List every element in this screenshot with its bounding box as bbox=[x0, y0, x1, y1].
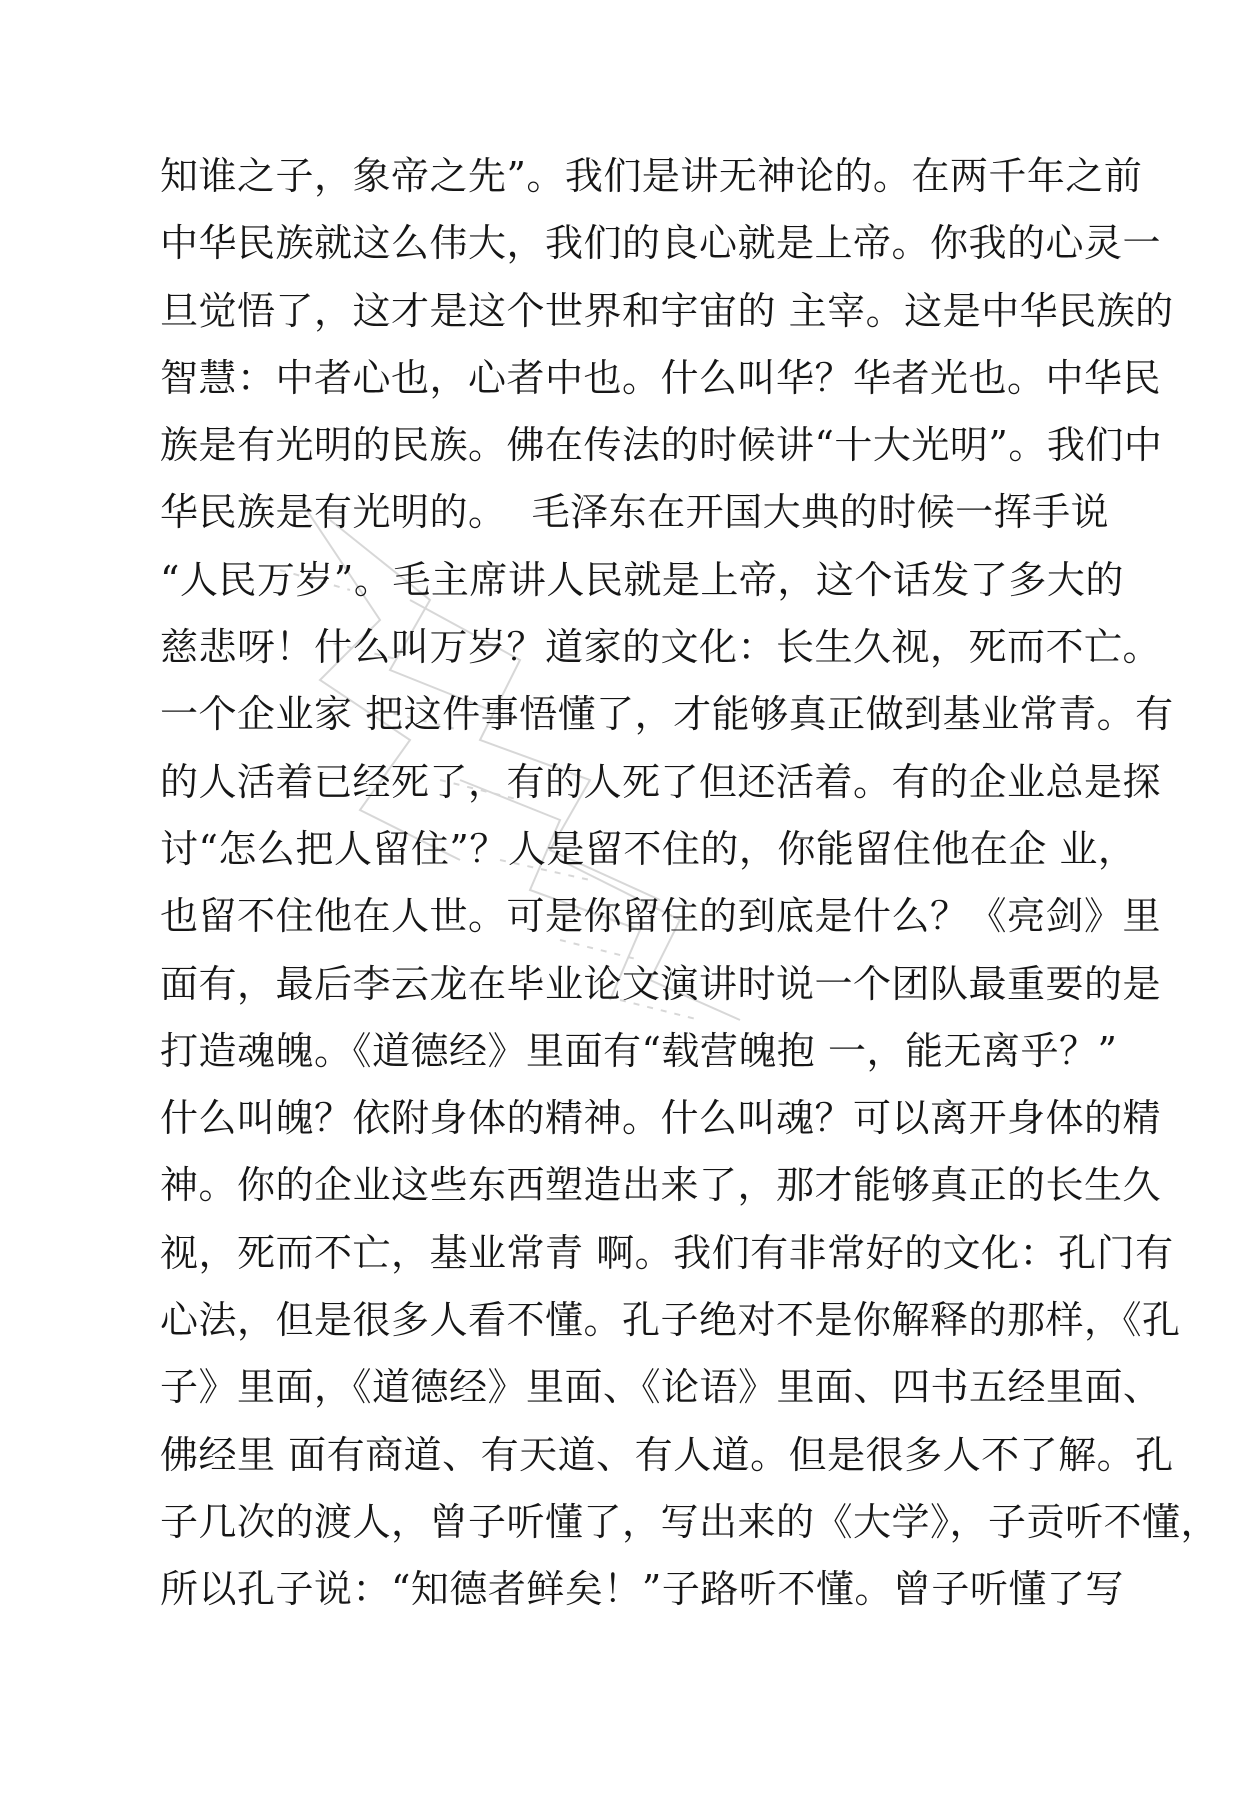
text-line: 佛经里 面有商道、有天道、有人道。但是很多人不了解。孔 bbox=[160, 1432, 1174, 1477]
text-line: “人民万岁”。毛主席讲人民就是上帝，这个话发了多大的 bbox=[160, 557, 1124, 602]
text-line: 华民族是有光明的。 毛泽东在开国大典的时候一挥手说 bbox=[160, 490, 1110, 535]
text-line: 面有，最后李云龙在毕业论文演讲时说一个团队最重要的是 bbox=[160, 961, 1162, 1006]
text-line: 也留不住他在人世。可是你留住的到底是什么？《亮剑》里 bbox=[160, 894, 1162, 939]
text-line: 子几次的渡人，曾子听懂了，写出来的《大学》，子贡听不懂， bbox=[160, 1499, 1220, 1544]
body-text bbox=[160, 143, 1220, 1624]
text-line: 子》里面，《道德经》里面、《论语》里面、四书五经里面、 bbox=[160, 1365, 1162, 1410]
text-line: 慈悲呀！什么叫万岁？道家的文化：长生久视，死而不亡。 bbox=[160, 625, 1162, 670]
text-line: 知谁之子，象帝之先”。我们是讲无神论的。在两千年之前 bbox=[160, 154, 1143, 198]
text-line: 神。你的企业这些东西塑造出来了，那才能够真正的长生久 bbox=[160, 1163, 1162, 1208]
text-line: 的人活着已经死了，有的人死了但还活着。有的企业总是探 bbox=[160, 759, 1162, 804]
text-line: 所以孔子说：“知德者鲜矣！”子路听不懂。曾子听懂了写 bbox=[160, 1567, 1124, 1612]
text-line: 什么叫魄？依附身体的精神。什么叫魂？可以离开身体的精 bbox=[160, 1096, 1162, 1141]
text-line: 心法，但是很多人看不懂。孔子绝对不是你解释的那样，《孔 bbox=[160, 1298, 1181, 1343]
text-line: 智慧：中者心也，心者中也。什么叫华？华者光也。中华民 bbox=[160, 355, 1162, 400]
text-line: 打造魂魄。《道德经》里面有“载营魄抱 一，能无离乎？” bbox=[160, 1028, 1118, 1073]
text-line: 族是有光明的民族。佛在传法的时候讲“十大光明”。我们中 bbox=[160, 423, 1163, 468]
text-line: 视，死而不亡，基业常青 啊。我们有非常好的文化：孔门有 bbox=[160, 1230, 1174, 1275]
text-line: 讨“怎么把人留住”？人是留不住的，你能留住他在企 业， bbox=[160, 826, 1137, 871]
text-line: 中华民族就这么伟大，我们的良心就是上帝。你我的心灵一 bbox=[160, 221, 1162, 266]
text-line: 旦觉悟了，这才是这个世界和宇宙的 主宰。这是中华民族的 bbox=[160, 288, 1174, 333]
text-line: 一个企业家 把这件事悟懂了，才能够真正做到基业常青。有 bbox=[160, 692, 1174, 737]
